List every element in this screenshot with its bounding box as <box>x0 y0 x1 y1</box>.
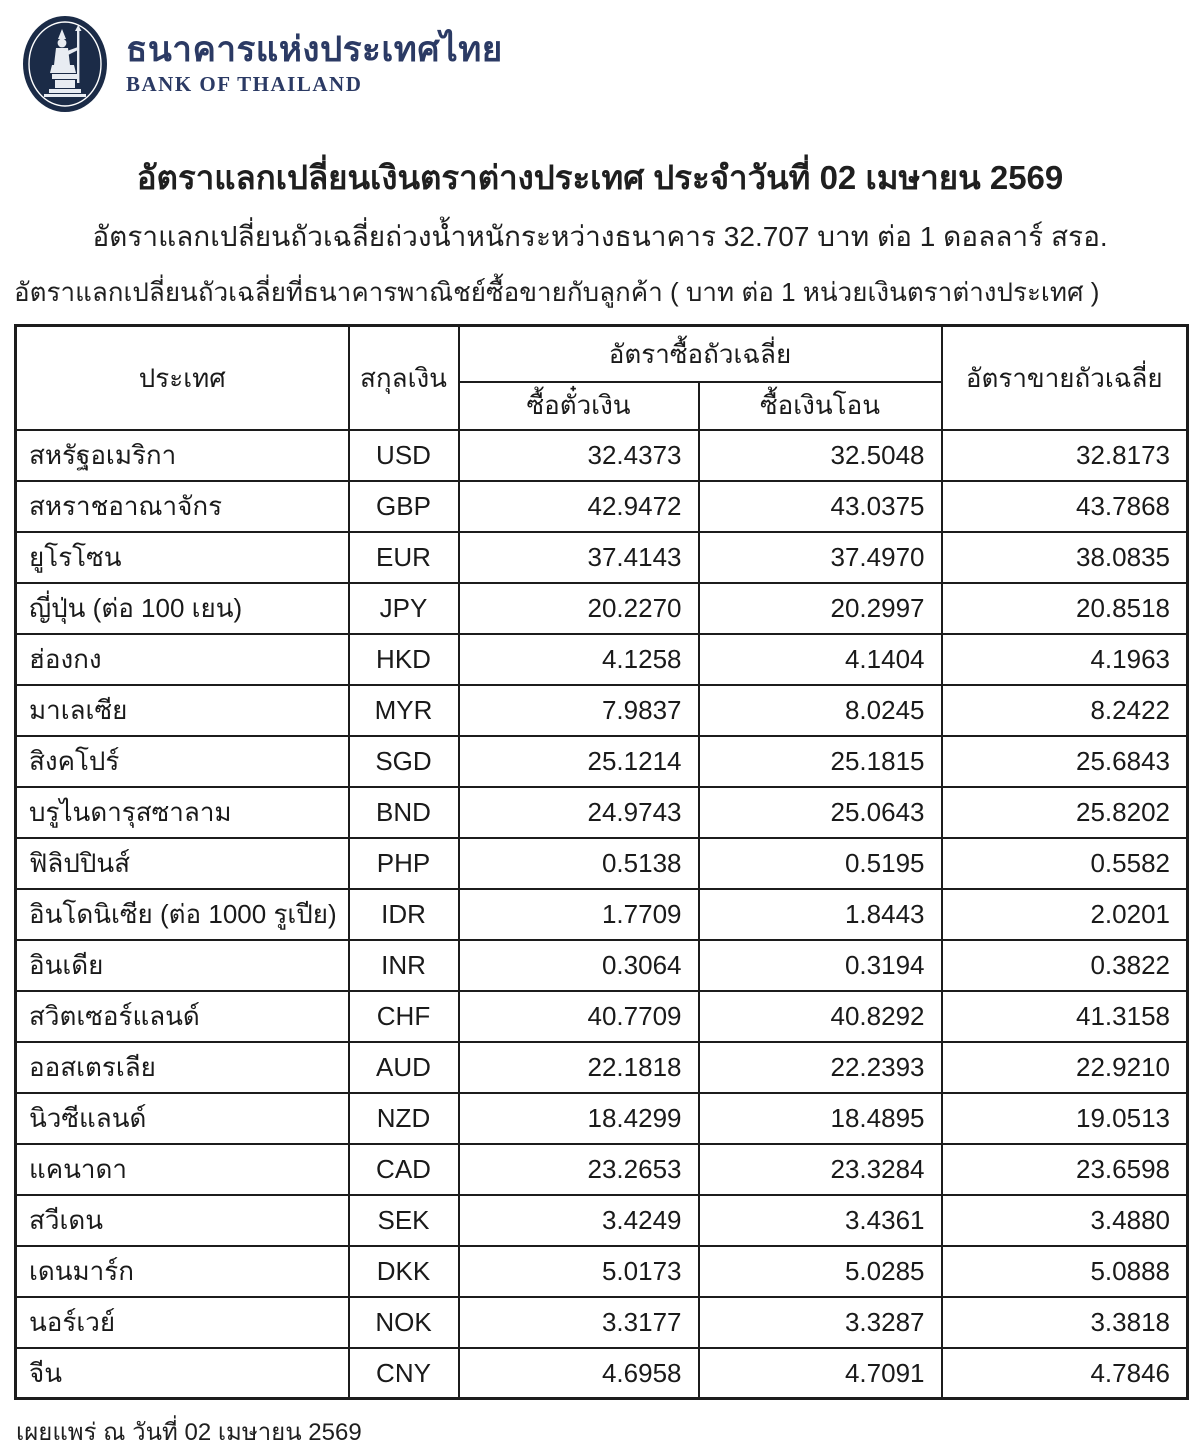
currency-code-cell: AUD <box>349 1042 459 1093</box>
fx-table-body <box>16 430 1188 1399</box>
country-cell: ออสเตรเลีย <box>16 1042 349 1093</box>
bank-of-thailand-emblem-icon <box>22 15 108 113</box>
column-header-country: ประเทศ <box>16 326 349 430</box>
table-row <box>16 787 1188 838</box>
buy-bill-rate-cell: 3.3177 <box>459 1297 699 1348</box>
sell-rate-cell: 22.9210 <box>942 1042 1188 1093</box>
buy-transfer-rate-cell: 25.1815 <box>699 736 942 787</box>
currency-code-cell: IDR <box>349 889 459 940</box>
bank-logo-text <box>126 31 503 97</box>
currency-code-cell: SGD <box>349 736 459 787</box>
country-cell: อินเดีย <box>16 940 349 991</box>
buy-transfer-rate-cell: 20.2997 <box>699 583 942 634</box>
currency-code-cell: MYR <box>349 685 459 736</box>
buy-bill-rate-cell: 7.9837 <box>459 685 699 736</box>
currency-code-cell: INR <box>349 940 459 991</box>
table-row <box>16 1144 1188 1195</box>
buy-transfer-rate-cell: 22.2393 <box>699 1042 942 1093</box>
table-row <box>16 583 1188 634</box>
currency-code-cell: DKK <box>349 1246 459 1297</box>
table-row <box>16 1195 1188 1246</box>
country-cell: เดนมาร์ก <box>16 1246 349 1297</box>
sell-rate-cell: 5.0888 <box>942 1246 1188 1297</box>
buy-transfer-rate-cell: 23.3284 <box>699 1144 942 1195</box>
country-cell: ญี่ปุ่น (ต่อ 100 เยน) <box>16 583 349 634</box>
buy-transfer-rate-cell: 40.8292 <box>699 991 942 1042</box>
buy-transfer-rate-cell: 37.4970 <box>699 532 942 583</box>
currency-code-cell: CHF <box>349 991 459 1042</box>
buy-bill-rate-cell: 4.1258 <box>459 634 699 685</box>
fx-rate-table <box>14 324 1189 1400</box>
buy-bill-rate-cell: 25.1214 <box>459 736 699 787</box>
currency-code-cell: CAD <box>349 1144 459 1195</box>
table-row <box>16 1042 1188 1093</box>
currency-code-cell: JPY <box>349 583 459 634</box>
sell-rate-cell: 23.6598 <box>942 1144 1188 1195</box>
buy-bill-rate-cell: 18.4299 <box>459 1093 699 1144</box>
bank-name-thai: ธนาคารแห่งประเทศไทย <box>126 30 503 70</box>
buy-transfer-rate-cell: 3.4361 <box>699 1195 942 1246</box>
sell-rate-cell: 41.3158 <box>942 991 1188 1042</box>
buy-bill-rate-cell: 5.0173 <box>459 1246 699 1297</box>
sell-rate-cell: 0.3822 <box>942 940 1188 991</box>
buy-bill-rate-cell: 4.6958 <box>459 1348 699 1399</box>
currency-code-cell: USD <box>349 430 459 481</box>
column-header-buy-bill: ซื้อตั๋วเงิน <box>459 382 699 430</box>
sell-rate-cell: 25.6843 <box>942 736 1188 787</box>
buy-bill-rate-cell: 42.9472 <box>459 481 699 532</box>
column-header-buy-transfer: ซื้อเงินโอน <box>699 382 942 430</box>
column-header-buy-group: อัตราซื้อถัวเฉลี่ย <box>459 326 942 382</box>
sell-rate-cell: 38.0835 <box>942 532 1188 583</box>
sell-rate-cell: 32.8173 <box>942 430 1188 481</box>
table-row <box>16 838 1188 889</box>
buy-bill-rate-cell: 0.3064 <box>459 940 699 991</box>
buy-transfer-rate-cell: 5.0285 <box>699 1246 942 1297</box>
buy-bill-rate-cell: 22.1818 <box>459 1042 699 1093</box>
country-cell: สวีเดน <box>16 1195 349 1246</box>
table-row <box>16 1348 1188 1399</box>
table-row <box>16 1246 1188 1297</box>
country-cell: ฟิลิปปินส์ <box>16 838 349 889</box>
currency-code-cell: SEK <box>349 1195 459 1246</box>
table-row <box>16 1297 1188 1348</box>
published-date: เผยแพร่ ณ วันที่ 02 เมษายน 2569 <box>16 1419 362 1447</box>
sell-rate-cell: 43.7868 <box>942 481 1188 532</box>
interbank-rate-subtitle: อัตราแลกเปลี่ยนถัวเฉลี่ยถ่วงน้ำหนักระหว่างธนาคาร 32.707 บาท ต่อ 1 ดอลลาร์ สรอ. <box>92 220 1108 252</box>
currency-code-cell: HKD <box>349 634 459 685</box>
currency-code-cell: EUR <box>349 532 459 583</box>
buy-bill-rate-cell: 20.2270 <box>459 583 699 634</box>
currency-code-cell: NOK <box>349 1297 459 1348</box>
table-row <box>16 430 1188 481</box>
currency-code-cell: PHP <box>349 838 459 889</box>
customer-rate-note: อัตราแลกเปลี่ยนถัวเฉลี่ยที่ธนาคารพาณิชย์ซื้อขายกับลูกค้า ( บาท ต่อ 1 หน่วยเงินตราต่างประเทศ ) <box>14 277 1100 308</box>
table-row <box>16 991 1188 1042</box>
buy-transfer-rate-cell: 8.0245 <box>699 685 942 736</box>
sell-rate-cell: 0.5582 <box>942 838 1188 889</box>
country-cell: สิงคโปร์ <box>16 736 349 787</box>
table-row <box>16 481 1188 532</box>
page-title: อัตราแลกเปลี่ยนเงินตราต่างประเทศ ประจำวันที่ 02 เมษายน 2569 <box>136 159 1064 196</box>
buy-transfer-rate-cell: 3.3287 <box>699 1297 942 1348</box>
bank-logo <box>14 8 1186 120</box>
currency-code-cell: NZD <box>349 1093 459 1144</box>
country-cell: สวิตเซอร์แลนด์ <box>16 991 349 1042</box>
currency-code-cell: GBP <box>349 481 459 532</box>
country-cell: จีน <box>16 1348 349 1399</box>
table-row <box>16 940 1188 991</box>
table-row <box>16 736 1188 787</box>
country-cell: ยูโรโซน <box>16 532 349 583</box>
table-row <box>16 634 1188 685</box>
table-row <box>16 1093 1188 1144</box>
sell-rate-cell: 25.8202 <box>942 787 1188 838</box>
country-cell: นิวซีแลนด์ <box>16 1093 349 1144</box>
buy-bill-rate-cell: 3.4249 <box>459 1195 699 1246</box>
country-cell: สหรัฐอเมริกา <box>16 430 349 481</box>
column-header-sell: อัตราขายถัวเฉลี่ย <box>942 326 1188 430</box>
country-cell: ฮ่องกง <box>16 634 349 685</box>
sell-rate-cell: 4.7846 <box>942 1348 1188 1399</box>
buy-bill-rate-cell: 24.9743 <box>459 787 699 838</box>
sell-rate-cell: 19.0513 <box>942 1093 1188 1144</box>
country-cell: บรูไนดารุสซาลาม <box>16 787 349 838</box>
sell-rate-cell: 20.8518 <box>942 583 1188 634</box>
buy-transfer-rate-cell: 4.7091 <box>699 1348 942 1399</box>
fx-table-header <box>16 326 1188 430</box>
sell-rate-cell: 8.2422 <box>942 685 1188 736</box>
sell-rate-cell: 2.0201 <box>942 889 1188 940</box>
buy-transfer-rate-cell: 18.4895 <box>699 1093 942 1144</box>
table-row <box>16 532 1188 583</box>
country-cell: นอร์เวย์ <box>16 1297 349 1348</box>
buy-bill-rate-cell: 0.5138 <box>459 838 699 889</box>
country-cell: มาเลเซีย <box>16 685 349 736</box>
table-row <box>16 685 1188 736</box>
buy-bill-rate-cell: 32.4373 <box>459 430 699 481</box>
sell-rate-cell: 3.4880 <box>942 1195 1188 1246</box>
country-cell: สหราชอาณาจักร <box>16 481 349 532</box>
buy-transfer-rate-cell: 1.8443 <box>699 889 942 940</box>
country-cell: อินโดนิเซีย (ต่อ 1000 รูเปีย) <box>16 889 349 940</box>
country-cell: แคนาดา <box>16 1144 349 1195</box>
sell-rate-cell: 3.3818 <box>942 1297 1188 1348</box>
currency-code-cell: CNY <box>349 1348 459 1399</box>
buy-bill-rate-cell: 40.7709 <box>459 991 699 1042</box>
buy-bill-rate-cell: 1.7709 <box>459 889 699 940</box>
buy-transfer-rate-cell: 32.5048 <box>699 430 942 481</box>
buy-transfer-rate-cell: 4.1404 <box>699 634 942 685</box>
currency-code-cell: BND <box>349 787 459 838</box>
sell-rate-cell: 4.1963 <box>942 634 1188 685</box>
buy-transfer-rate-cell: 0.5195 <box>699 838 942 889</box>
buy-bill-rate-cell: 23.2653 <box>459 1144 699 1195</box>
buy-bill-rate-cell: 37.4143 <box>459 532 699 583</box>
buy-transfer-rate-cell: 43.0375 <box>699 481 942 532</box>
bank-name-english: BANK OF THAILAND <box>126 71 363 96</box>
column-header-currency: สกุลเงิน <box>349 326 459 430</box>
buy-transfer-rate-cell: 25.0643 <box>699 787 942 838</box>
buy-transfer-rate-cell: 0.3194 <box>699 940 942 991</box>
table-row <box>16 889 1188 940</box>
